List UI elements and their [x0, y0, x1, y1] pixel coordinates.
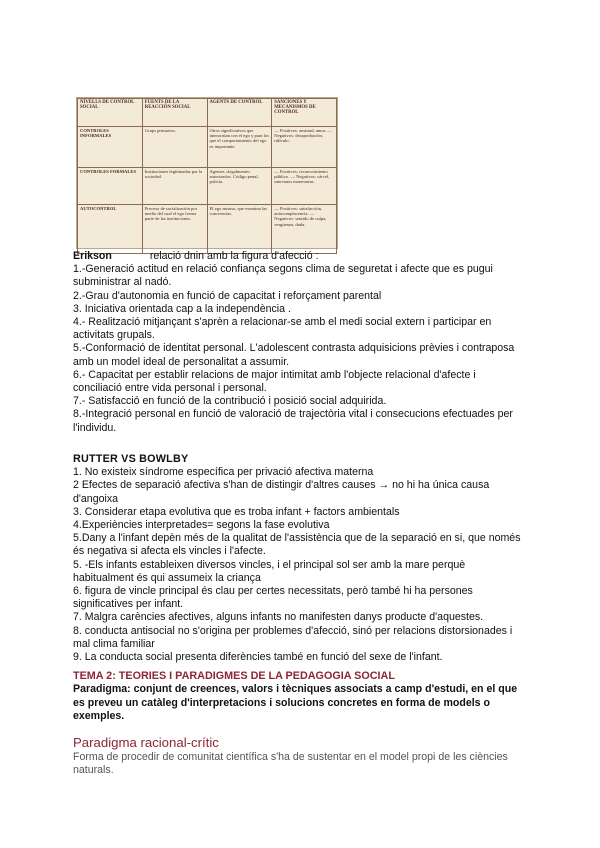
racional-critic-text: Forma de procedir de comunitat científica s'ha de sustentar en el model propi de les ciències naturals.: [73, 751, 508, 777]
section-heading: RUTTER VS BOWLBY: [73, 453, 189, 465]
table-header-cell: AGENTS DE CONTROL: [207, 99, 272, 127]
list-item: 8.-Integració personal en funció de valoració de trajectòria vital i consecucions efectuades per l'individu.: [73, 408, 513, 434]
table-cell: CONTROLES INFORMALES: [78, 127, 143, 168]
erikson-intro-line: [73, 250, 523, 263]
table-cell: Grups primarios.: [142, 127, 207, 168]
list-item: 5.Dany a l'infant depèn més de la qualitat de l'assistència que de la separació en si, que només és negativa si afecta els vincles i l'afecte.: [73, 532, 521, 558]
erikson-name: Erikson: [73, 250, 112, 262]
list-item: 2.-Grau d'autonomia en funció de capacitat i reforçament parental: [73, 289, 382, 302]
list-item: 3. Considerar etapa evolutiva que es troba infant + factors ambientals: [73, 505, 400, 518]
list-item: 7. Malgra carències afectives, alguns infants no manifesten danys producte d'aquestes.: [73, 611, 484, 624]
tema2-section: [73, 670, 523, 723]
table-cell: — Positivos: satisfacción, autocomplacencia. — Negativos: sentido de culpa, vergüenza, duda.: [272, 205, 337, 254]
erikson-section: [73, 250, 523, 435]
table-cell: Proceso de socialización por medio del cual el ego forma parte de las instituciones.: [142, 205, 207, 254]
list-item: 3. Iniciativa orientada cap a la independència .: [73, 302, 291, 315]
section-heading: TEMA 2: TEORIES I PARADIGMES DE LA PEDAGOGIA SOCIAL: [73, 670, 395, 682]
table-header-row: [78, 99, 337, 127]
paradigma-definition: Paradigma: conjunt de creences, valors i tècniques associats a camp d'estudi, en el que es preveu un catàleg d'interpretacions i solucions concretes en forma de models o exemples.: [73, 683, 518, 723]
list-item: 7.- Satisfacció en funció de la contribució i posició social adquirida.: [73, 395, 387, 408]
list-item: 5. -Els infants estableixen diversos vincles, i el principal sol ser amb la mare perquè habitualment és qui assumeix la criança: [73, 558, 466, 584]
list-item: 9. La conducta social presenta diferències també en funció del sexe de l'infant.: [73, 651, 443, 664]
list-item: 4.Experiències interpretades= segons la fase evolutiva: [73, 519, 330, 532]
table-cell: El ego mismo, que examina las conciencias.: [207, 205, 272, 254]
erikson-intro: relació dnin amb la figura d'afecció :: [149, 250, 319, 262]
list-item: 8. conducta antisocial no s'origina per problemes d'afecció, sinó per relacions distorsionades i mal clima familiar: [73, 624, 513, 650]
table-cell: Agentes «legalmente» autorizados. Código penal, policía.: [207, 168, 272, 205]
table-row: [78, 168, 337, 205]
table-cell: Otros significativos que interactúan con el ego y para los que el comportamiento del ego es importante.: [207, 127, 272, 168]
table-cell: AUTOCONTROL: [78, 205, 143, 254]
list-item: 2 Efectes de separació afectiva s'han de distingir d'altres causes → no hi ha única causa d'angoixa: [73, 479, 490, 505]
list-item: 6.- Capacitat per establir relacions de major intimitat amb l'objecte relacional d'afecte i conciliació entre vida personal i personal.: [73, 368, 476, 395]
list-item: 5.-Conformació de identitat personal. L'adolescent contrasta adquisicions prèvies i contraposa amb un model ideal de personalitat a assumir.: [73, 342, 515, 368]
table-cell: — Positivos: reconocimiento público. — Negativos: cárcel, sanciones monetarias.: [272, 168, 337, 205]
table-row: [78, 127, 337, 168]
list-item: 4.- Realització mitjançant s'aprèn a relacionar-se amb el medi social extern i participar en activitats grupals.: [73, 316, 492, 342]
rutter-section: [73, 453, 523, 664]
table-row: [78, 205, 337, 254]
table-cell: Instituciones legítimadas por la sociedad.: [142, 168, 207, 205]
social-control-table: [77, 98, 337, 254]
table-header-cell: SANCIONES Y MECANISMOS DE CONTROL: [272, 99, 337, 127]
table-header-cell: FUENTS DE LA REACCIÓN SOCIAL: [142, 99, 207, 127]
scanned-table-image: [76, 97, 338, 249]
racional-critic-section: [73, 735, 523, 777]
list-item: 1. No existeix síndrome específica per privació afectiva materna: [73, 466, 374, 479]
list-item: 1.-Generació actitud en relació confiança segons clima de seguretat i afecte que es pugui subministrar al nadó.: [73, 263, 493, 289]
subsection-heading: Paradigma racional-crític: [73, 735, 219, 750]
list-item: 6. figura de vincle principal és clau per certes necessitats, però també hi ha persones significatives per infant.: [73, 585, 473, 611]
table-cell: CONTROLES FORMALES: [78, 168, 143, 205]
table-cell: — Positivos: amistad, amor. — Negativos: desaprobación, ridículo.: [272, 127, 337, 168]
table-header-cell: NIVELLS DE CONTROL SOCIAL: [78, 99, 143, 127]
